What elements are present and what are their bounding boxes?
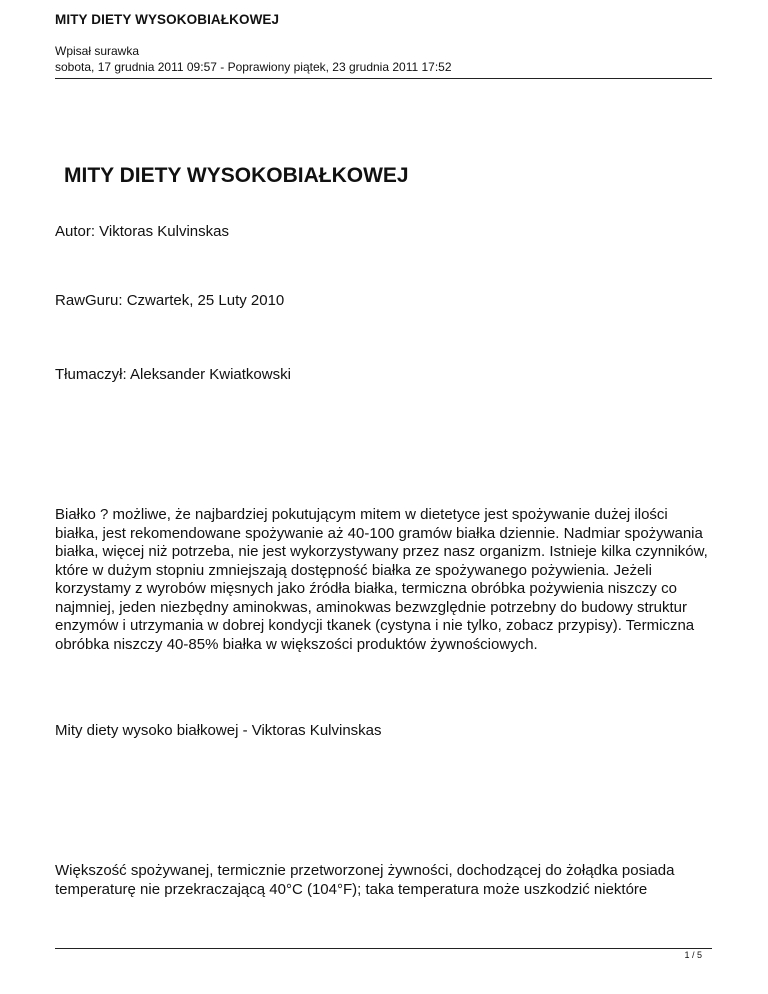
paragraph-1: Białko ? możliwe, że najbardziej pokutującym mitem w dietetyce jest spożywanie dużej ilości białka, jest rekomendowane spożywanie aż 40-100 gramów białka dziennie. Nadmiar spożywania białka, więcej niż potrzeba, nie jest wykorzystywany przez nasz organizm. Istnieje kilka czynników, które w dużym stopniu zmniejszają dostępność białka ze spożywanego pożywienia. Jeżeli korzystamy z wyrobów mięsnych jako źródła białka, termiczna obróbka pożywienia niszczy co najmniej, jeden niezbędny aminokwas, aminokwas bezwzględnie potrzebny do budowy struktur enzymów i utrzymania w dobrej kondycji tkanek (cystyna i nie tylko, zobacz przypisy). Termiczna obróbka niszczy 40-85% białka w większości produktów żywnościowych. bbox=[55, 506, 708, 653]
header-title: MITY DIETY WYSOKOBIAŁKOWEJ bbox=[55, 12, 280, 27]
header-divider bbox=[55, 78, 712, 79]
page-number: 1 / 5 bbox=[684, 950, 702, 960]
translator-line: Tłumaczył: Aleksander Kwiatkowski bbox=[55, 366, 291, 383]
subtitle-line: Mity diety wysoko białkowej - Viktoras Kulvinskas bbox=[55, 722, 382, 739]
header-dates: sobota, 17 grudnia 2011 09:57 - Poprawiony piątek, 23 grudnia 2011 17:52 bbox=[55, 60, 452, 74]
author-line: Autor: Viktoras Kulvinskas bbox=[55, 223, 229, 240]
article-title: MITY DIETY WYSOKOBIAŁKOWEJ bbox=[64, 164, 409, 187]
header-author: Wpisał surawka bbox=[55, 44, 140, 58]
footer-divider bbox=[55, 948, 712, 949]
paragraph-2: Większość spożywanej, termicznie przetworzonej żywności, dochodzącej do żołądka posiada temperaturę nie przekraczającą 40°C (104°F); taka temperatura może uszkodzić niektóre bbox=[55, 862, 675, 898]
source-line: RawGuru: Czwartek, 25 Luty 2010 bbox=[55, 292, 285, 309]
